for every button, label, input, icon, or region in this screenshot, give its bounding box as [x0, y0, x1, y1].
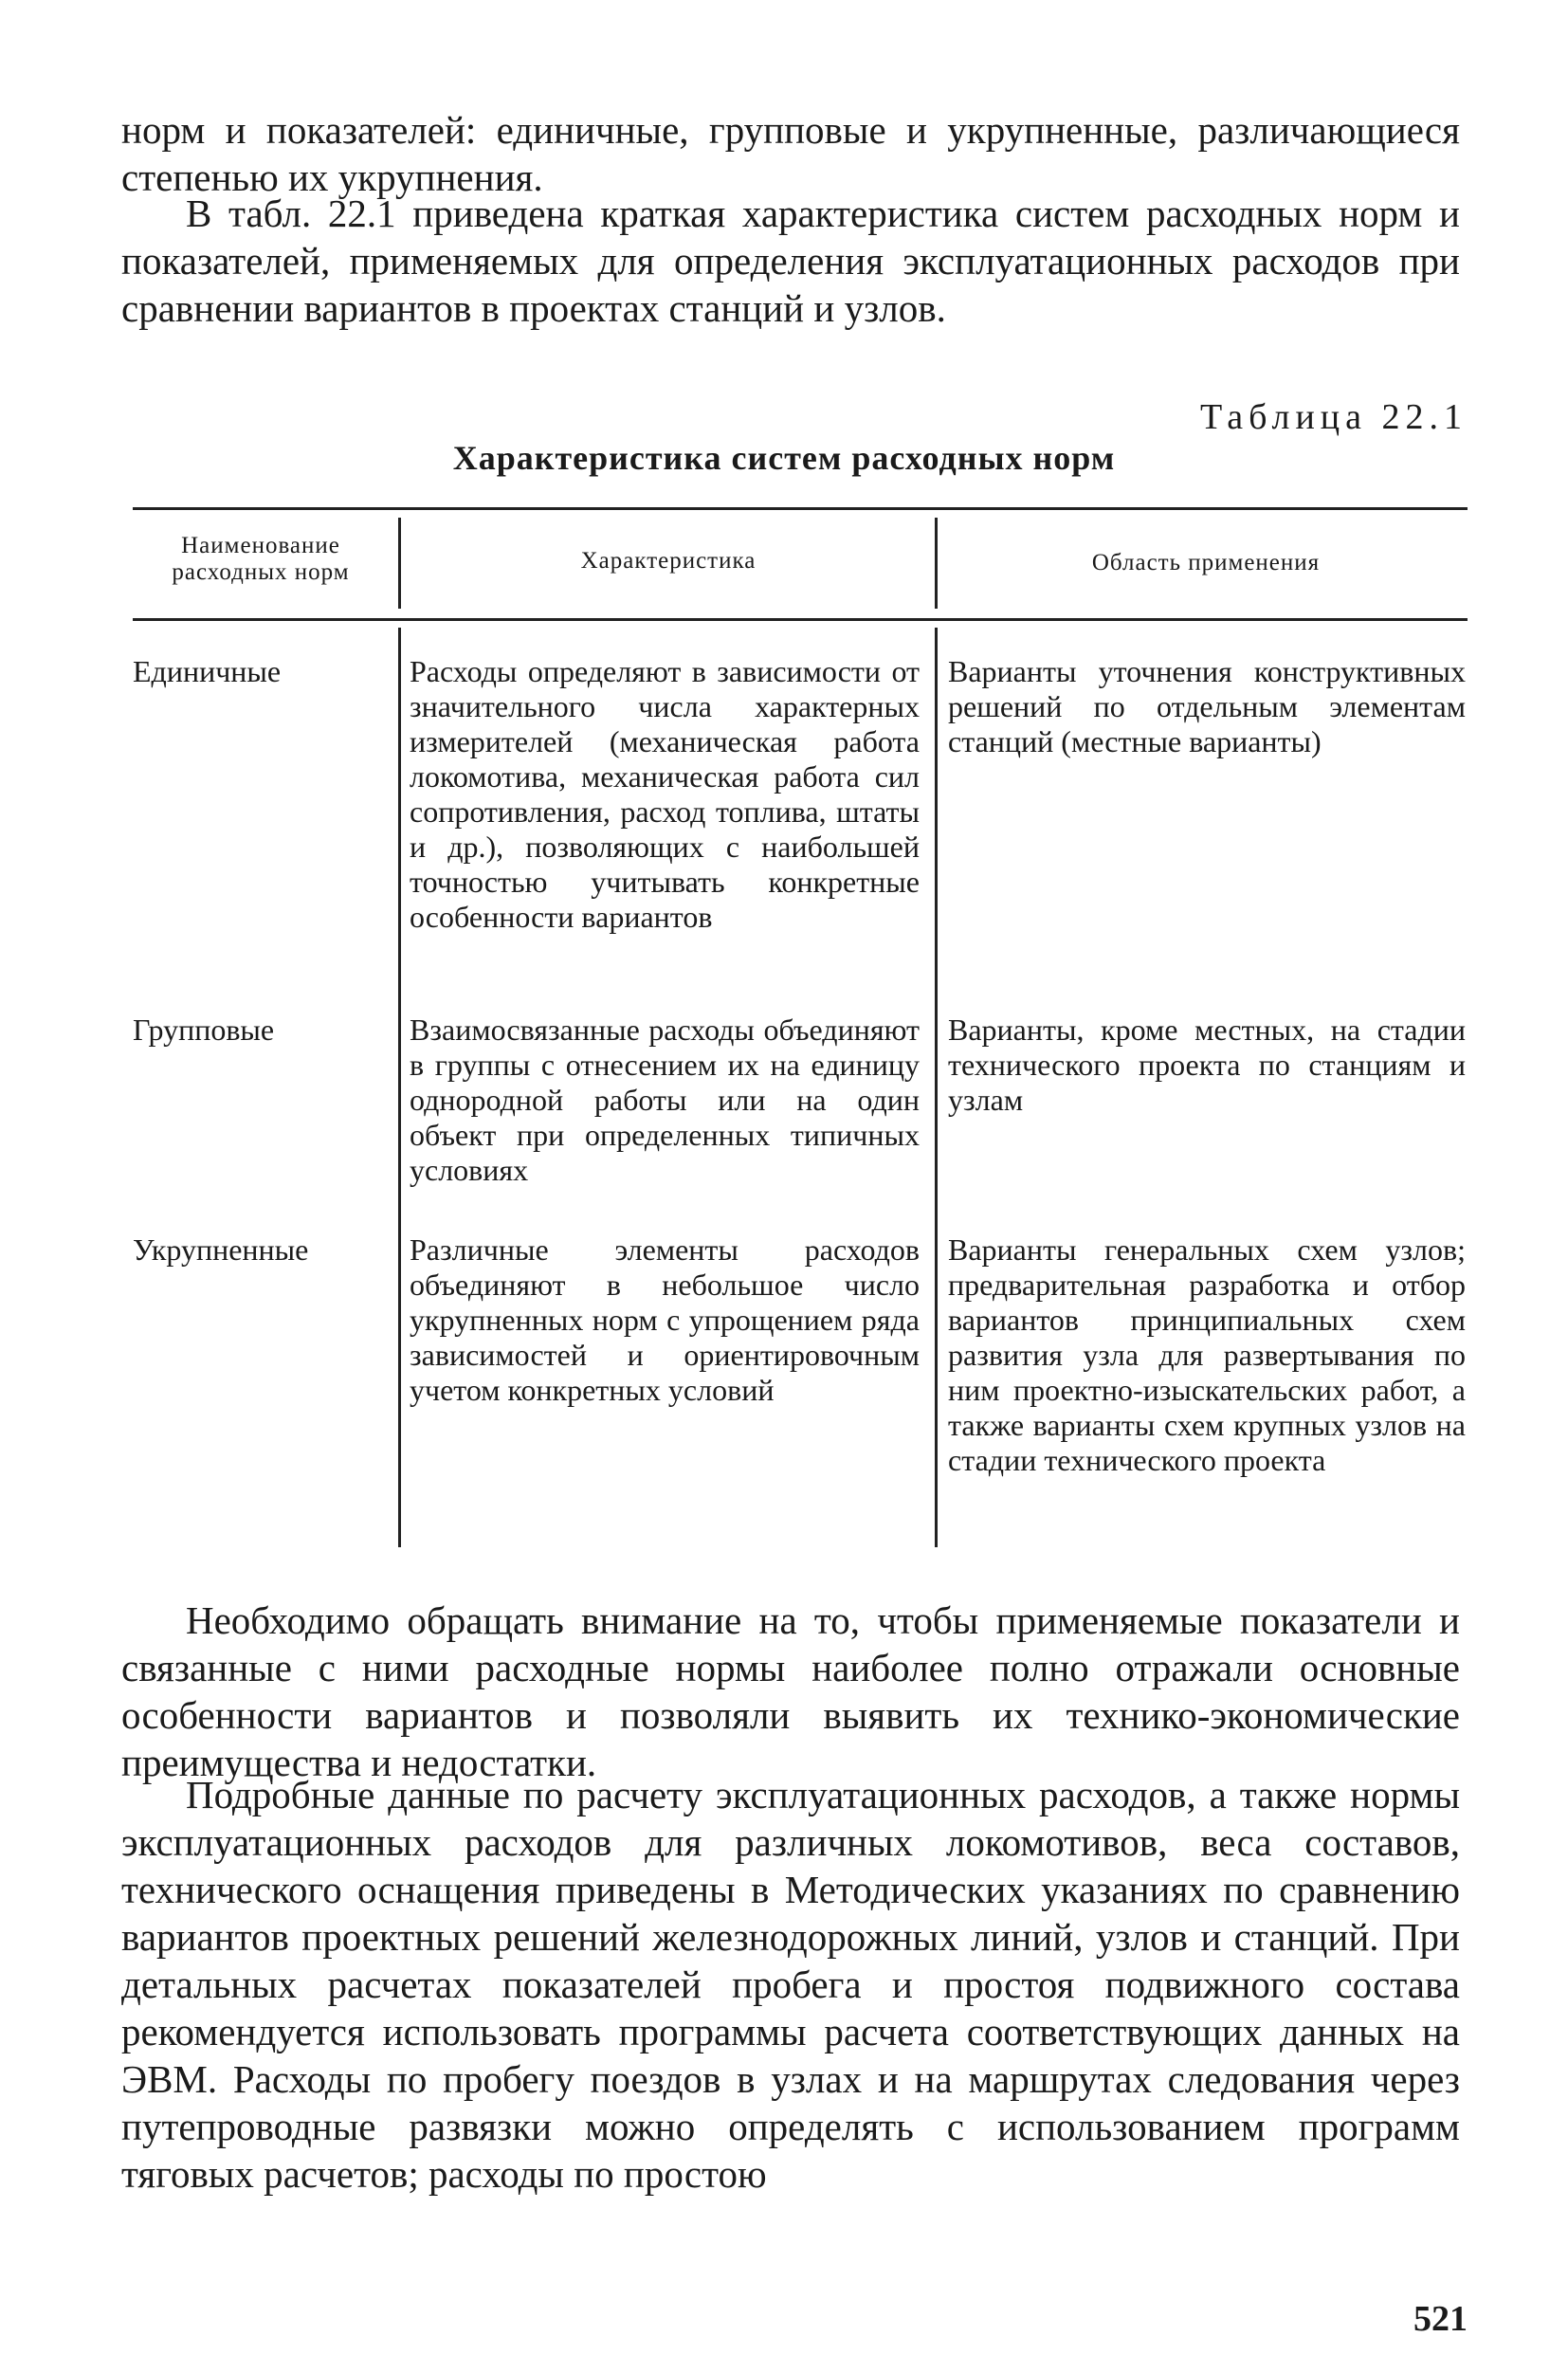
row-unit-name: Единичные [133, 654, 282, 688]
row-aggregated-characteristic: Различные элементы расходов объединяют в небольшое число укрупненных норм с упрощением ряда зависимостей и ориентировочным учетом конкретных условий [410, 1232, 920, 1407]
header-characteristic: Характеристика [580, 548, 757, 574]
paragraph-attention: Необходимо обращать внимание на то, чтобы применяемые показатели и связанные с ними расходные нормы наиболее полно отражали основные особенности вариантов и позволяли выявить их технико-экономические преимущества и недостатки. [121, 1598, 1460, 1784]
header-column-divider-1 [398, 518, 401, 609]
row-unit-characteristic: Расходы определяют в зависимости от значительного числа характерных измерителей (механическая работа локомотива, механическая работа сил сопротивления, расход топлива, штаты и др.), позволяющих с наибольшей точностью учитывать конкретные особенности вариантов [410, 654, 920, 934]
table-top-rule [133, 507, 1468, 510]
paragraph-intro: норм и показателей: единичные, групповые и укрупненные, различающиеся степенью их укрупнения. [121, 108, 1460, 199]
body-column-divider-1 [398, 628, 401, 1547]
table-title: Характеристика систем расходных норм [452, 439, 1116, 477]
row-aggregated-area: Варианты генеральных схем узлов; предварительная разработка и отбор вариантов принципиальных схем развития узла для развертывания по ним проектно-изыскательских работ, а также варианты схем крупных узлов на стадии технического проекта [948, 1232, 1466, 1477]
table-header-rule [133, 618, 1468, 621]
table-number-label: Таблица 22.1 [1199, 397, 1468, 437]
row-group-name: Групповые [133, 1013, 275, 1047]
row-group-area: Варианты, кроме местных, на стадии технического проекта по станциям и узлам [948, 1013, 1466, 1117]
row-unit-area: Варианты уточнения конструктивных решений по отдельным элементам станций (местные варианты) [948, 654, 1466, 758]
header-application-area: Область применения [1091, 550, 1321, 575]
header-norm-name: Наименование расходных норм [172, 533, 350, 585]
paragraph-detailed-data: Подробные данные по расчету эксплуатационных расходов, а также нормы эксплуатационных расходов для различных локомотивов, веса составов, технического оснащения приведены в Методических указаниях по сравнению вариантов проектных решений железнодорожных линий, узлов и станций. При детальных расчетах показателей пробега и простоя подвижного состава рекомендуется использовать программы расчета соответствующих данных на ЭВМ. Расходы по пробегу поездов в узлах и на маршрутах следования через путепроводные развязки можно определять с использованием программ тяговых расчетов; расходы по простою [121, 1773, 1460, 2196]
page-number: 521 [1413, 2299, 1468, 2339]
paragraph-table-reference: В табл. 22.1 приведена краткая характеристика систем расходных норм и показателей, применяемых для определения эксплуатационных расходов при сравнении вариантов в проектах станций и узлов. [121, 192, 1460, 330]
header-column-divider-2 [935, 518, 938, 609]
row-aggregated-name: Укрупненные [133, 1232, 309, 1267]
row-group-characteristic: Взаимосвязанные расходы объединяют в группы с отнесением их на единицу однородной работы или на один объект при определенных типичных условиях [410, 1013, 920, 1187]
body-column-divider-2 [935, 628, 938, 1547]
